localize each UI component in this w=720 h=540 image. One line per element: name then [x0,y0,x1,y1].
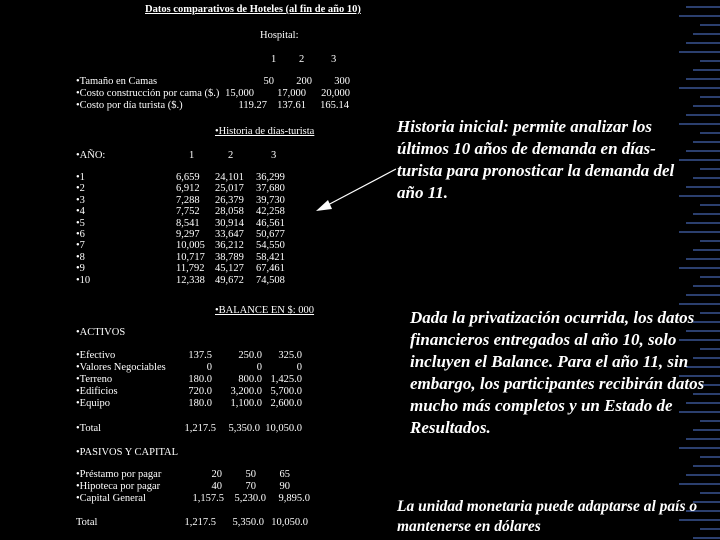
asset-cell: 137.5 [188,350,212,361]
total-liab-cell: 1,217.5 [184,517,216,528]
hospital-row-label: •Costo construcción por cama ($.) [76,88,220,99]
balance-heading: •BALANCE EN $: 000 [215,305,315,316]
history-year: •10 [76,275,91,286]
hospital-col-2: 2 [299,54,305,65]
asset-label: •Valores Negociables [76,362,166,373]
liability-cell: 9,895.0 [278,493,310,504]
stripe [700,132,720,134]
history-year: •7 [76,240,85,251]
asset-cell: 0 [206,362,212,373]
asset-cell: 0 [296,362,302,373]
history-cell: 67,461 [256,263,285,274]
stripe [679,447,720,449]
stripe [686,222,720,224]
liability-cell: 20 [211,469,222,480]
liability-cell: 40 [211,481,222,492]
history-year: •6 [76,229,85,240]
asset-cell: 0 [256,362,262,373]
hospital-cell: 50 [263,76,274,87]
hospital-cell: 200 [296,76,312,87]
stripe [686,294,720,296]
history-cell: 42,258 [256,206,285,217]
history-col-1: 1 [189,150,195,161]
stripe [679,87,720,89]
history-note: Historia inicial: permite analizar los últimos 10 años de demanda en días-turista para pronosticar la demanda del año 11. [397,117,675,202]
history-year: •9 [76,263,85,274]
hospital-label: Hospital: [260,30,299,41]
stripe [686,78,720,80]
history-col-2: 2 [228,150,234,161]
history-cell: 45,127 [215,263,244,274]
total-liab-cell: 10,050.0 [271,517,308,528]
stripe [679,15,720,17]
privatization-note: Dada la privatización ocurrida, los datos financieros entregados al año 10, solo incluyen el Balance. Para el año 11, sin embargo, los participantes recibirán datos mucho más completos y un Estado de Resultados. [410,308,705,437]
history-cell: 10,005 [176,240,205,251]
decorative-stripes [672,0,720,540]
history-cell: 50,677 [256,229,285,240]
total-liab-cell: 5,350.0 [232,517,264,528]
hospital-row-label: •Tamaño en Camas [76,76,158,87]
history-cell: 8,541 [176,218,200,229]
stripe [700,276,720,278]
asset-cell: 2,600.0 [270,398,302,409]
asset-cell: 1,100.0 [230,398,262,409]
liability-cell: 1,157.5 [192,493,224,504]
year-label: •AÑO: [76,150,106,161]
asset-cell: 1,425.0 [270,374,302,385]
stripe [679,303,720,305]
liability-cell: 5,230.0 [234,493,266,504]
history-year: •1 [76,172,85,183]
asset-cell: 5,700.0 [270,386,302,397]
hospital-col-3: 3 [331,54,337,65]
history-cell: 28,058 [215,206,244,217]
asset-label: •Equipo [76,398,111,409]
history-cell: 36,212 [215,240,244,251]
liability-cell: 65 [279,469,290,480]
history-cell: 12,338 [176,275,205,286]
stripe [693,213,720,215]
history-cell: 33,647 [215,229,244,240]
history-cell: 54,550 [256,240,285,251]
liability-cell: 70 [245,481,256,492]
asset-cell: 800.0 [238,374,262,385]
history-col-3: 3 [271,150,277,161]
stripe [686,42,720,44]
history-year: •8 [76,252,85,263]
hospital-col-1: 1 [271,54,277,65]
history-cell: 30,914 [215,218,244,229]
stripe [686,474,720,476]
asset-cell: 325.0 [278,350,302,361]
history-cell: 46,561 [256,218,285,229]
history-cell: 6,912 [176,183,200,194]
history-year: •4 [76,206,85,217]
asset-label: •Efectivo [76,350,116,361]
stripe [700,240,720,242]
stripe [693,249,720,251]
liability-label: •Hipoteca por pagar [76,481,161,492]
total-assets-cell: 10,050.0 [265,423,302,434]
stripe [693,141,720,143]
hospital-cell: 165.14 [320,100,349,111]
stripe [686,258,720,260]
stripe [693,285,720,287]
stripe [700,96,720,98]
hospital-row-label: •Costo por día turista ($.) [76,100,183,111]
history-cell: 74,508 [256,275,285,286]
history-cell: 25,017 [215,183,244,194]
stripe [679,231,720,233]
currency-note: La unidad monetaria puede adaptarse al país o mantenerse en dólares [397,498,698,535]
hospital-cell: 119.27 [238,100,267,111]
activos-heading: •ACTIVOS [76,327,126,338]
stripe [700,60,720,62]
history-heading: •Historia de días-turista [215,126,315,137]
stripe [700,168,720,170]
history-year: •5 [76,218,85,229]
history-year: •2 [76,183,85,194]
stripe [693,69,720,71]
asset-cell: 180.0 [188,398,212,409]
pasivos-heading: •PASIVOS Y CAPITAL [76,447,179,458]
liability-label: •Préstamo por pagar [76,469,162,480]
asset-cell: 3,200.0 [230,386,262,397]
stripe [679,267,720,269]
stripe [693,465,720,467]
history-cell: 10,717 [176,252,205,263]
total-assets-cell: 5,350.0 [228,423,260,434]
liability-label: •Capital General [76,493,146,504]
stripe [693,105,720,107]
stripe [686,6,720,8]
asset-cell: 720.0 [188,386,212,397]
stripe [700,204,720,206]
hospital-cell: 20,000 [321,88,350,99]
history-cell: 37,680 [256,183,285,194]
history-cell: 38,789 [215,252,244,263]
liability-cell: 90 [279,481,290,492]
history-cell: 24,101 [215,172,244,183]
stripe [700,492,720,494]
total-liab-label: Total [76,517,98,528]
asset-label: •Edificios [76,386,118,397]
stripe [693,537,720,539]
hospital-cell: 300 [334,76,350,87]
hospital-cell: 15,000 [225,88,254,99]
page-title: Datos comparativos de Hoteles (al fin de año 10) [145,4,361,15]
stripe [700,24,720,26]
history-cell: 49,672 [215,275,244,286]
asset-label: •Terreno [76,374,113,385]
stripe [679,51,720,53]
total-assets-label: •Total [76,423,102,434]
stripe [700,456,720,458]
history-cell: 36,299 [256,172,285,183]
history-cell: 11,792 [176,263,205,274]
history-cell: 6,659 [176,172,200,183]
stripe [679,483,720,485]
history-cell: 39,730 [256,195,285,206]
history-cell: 58,421 [256,252,285,263]
arrow-icon [310,165,400,215]
hospital-cell: 137.61 [277,100,306,111]
history-cell: 7,752 [176,206,200,217]
asset-cell: 250.0 [238,350,262,361]
liability-cell: 50 [245,469,256,480]
history-cell: 26,379 [215,195,244,206]
history-cell: 7,288 [176,195,200,206]
hospital-cell: 17,000 [277,88,306,99]
history-cell: 9,297 [176,229,200,240]
asset-cell: 180.0 [188,374,212,385]
stripe [693,177,720,179]
stripe [693,33,720,35]
history-year: •3 [76,195,85,206]
total-assets-cell: 1,217.5 [184,423,216,434]
